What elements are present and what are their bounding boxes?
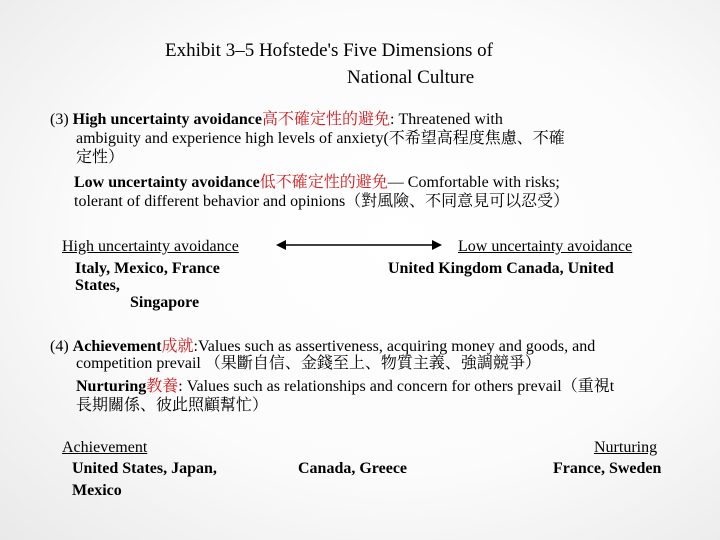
scale4-right-label: Nurturing bbox=[594, 439, 658, 456]
high-uncertainty-term: High uncertainty avoidance bbox=[72, 111, 262, 128]
scale3-left-countries-3: Singapore bbox=[130, 294, 200, 311]
scale4-left-label: Achievement bbox=[62, 439, 148, 456]
scale3-double-arrow bbox=[276, 238, 442, 252]
nurturing-term: Nurturing bbox=[76, 378, 147, 395]
nurturing-term-chinese: 教養 bbox=[146, 378, 179, 395]
scale3-left-countries-2: States, bbox=[75, 277, 120, 294]
nurturing-definition: : Values such as relationships and concern for others prevail（重視t bbox=[178, 378, 615, 395]
scale3-left-countries-1: Italy, Mexico, France bbox=[75, 260, 220, 277]
scale4-left-countries-2: Mexico bbox=[72, 482, 122, 499]
scale3-right-label: Low uncertainty avoidance bbox=[458, 238, 633, 255]
achievement-definition-start: :Values such as assertiveness, acquiring money and goods, and bbox=[193, 338, 596, 355]
high-uncertainty-term-chinese: 高不確定性的避免 bbox=[262, 111, 391, 128]
section4-line3 bbox=[76, 378, 614, 396]
section3-line5: tolerant of different behavior and opinions（對風險、不同意見可以忍受） bbox=[74, 193, 570, 210]
section3-line2: ambiguity and experience high levels of anxiety(不希望高程度焦慮、不確 bbox=[76, 130, 565, 147]
section3-line1 bbox=[50, 111, 503, 129]
low-uncertainty-definition: — Comfortable with risks; bbox=[387, 174, 560, 191]
low-uncertainty-term: Low uncertainty avoidance bbox=[74, 174, 260, 191]
section3-line4 bbox=[74, 174, 560, 192]
scale3-left-label: High uncertainty avoidance bbox=[62, 238, 239, 255]
section4-number: (4) bbox=[50, 338, 73, 355]
achievement-term-chinese: 成就 bbox=[161, 338, 194, 355]
section4-line4: 長期關係、彼此照顧幫忙） bbox=[76, 397, 269, 414]
scale4-middle-countries: Canada, Greece bbox=[298, 460, 408, 477]
section3-number: (3) bbox=[50, 111, 73, 128]
low-uncertainty-term-chinese: 低不確定性的避免 bbox=[259, 174, 388, 191]
scale4-left-countries-1: United States, Japan, bbox=[72, 460, 217, 477]
section3-line3: 定性） bbox=[76, 149, 125, 166]
achievement-term: Achievement bbox=[72, 338, 162, 355]
slide-title-line1: Exhibit 3–5 Hofstede's Five Dimensions of bbox=[165, 40, 493, 61]
high-uncertainty-definition-start: : Threatened with bbox=[390, 111, 503, 128]
slide-title-line2: National Culture bbox=[347, 67, 475, 88]
section4-line2: competition prevail （果斷自信、金錢至上、物質主義、強調競爭） bbox=[76, 355, 541, 372]
scale3-right-countries: United Kingdom Canada, United bbox=[388, 260, 614, 277]
section4-line1 bbox=[50, 338, 595, 356]
scale4-right-countries: France, Sweden bbox=[553, 460, 662, 477]
